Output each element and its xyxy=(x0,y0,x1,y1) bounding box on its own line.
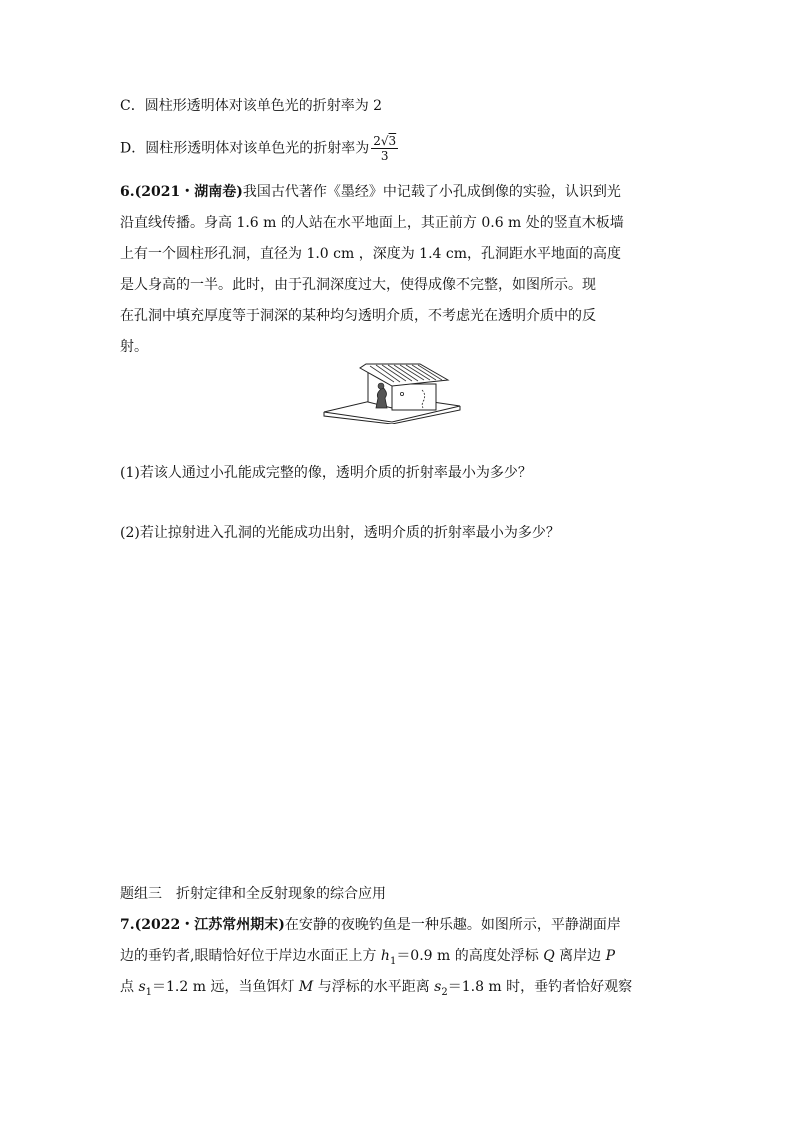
q7-line-1: 7.(2022・江苏常州期末)在安静的夜晚钓鱼是一种乐趣。如图所示，平静湖面岸 xyxy=(120,917,621,933)
q6-line-4: 是人身高的一半。此时，由于孔洞深度过大，使得成像不完整，如图所示。现 xyxy=(120,277,596,293)
q6-line-3: 上有一个圆柱形孔洞，直径为 1.0 cm ，深度为 1.4 cm，孔洞距水平地面的高度 xyxy=(120,246,622,262)
q7-line-3: 点 $s_1=1.2$ m 远，当鱼饵灯 M 与浮标的水平距离 $s_2=1.8$ m 时，垂钓者恰好观察 xyxy=(120,979,633,998)
q7-label: 7.(2022・江苏常州期末) xyxy=(120,917,285,933)
option-c: C．圆柱形透明体对该单色光的折射率为 2 xyxy=(120,98,383,114)
option-d-text: D．圆柱形透明体对该单色光的折射率为 xyxy=(120,140,370,157)
q6-line-1: 6.(2021・湖南卷)我国古代著作《墨经》中记载了小孔成倒像的实验，认识到光 xyxy=(120,184,621,200)
section-3-title: 题组三 折射定律和全反射现象的综合应用 xyxy=(120,886,386,902)
q6-label: 6.(2021・湖南卷) xyxy=(120,184,243,200)
pinhole-house-figure xyxy=(322,362,462,424)
option-d xyxy=(120,134,398,163)
fraction-2-root3-over-3: $\frac{2√3}{3}$ xyxy=(373,134,397,163)
q6-line-6: 射。 xyxy=(120,339,148,355)
q7-line-2: 边的垂钓者,眼睛恰好位于岸边水面正上方 $h_1=0.9$ m 的高度处浮标 Q 离岸边 P xyxy=(120,948,616,967)
q6-sub-question-2: (2)若让掠射进入孔洞的光能成功出射，透明介质的折射率最小为多少？ xyxy=(120,525,560,541)
q6-line-5: 在孔洞中填充厚度等于洞深的某种均匀透明介质，不考虑光在透明介质中的反 xyxy=(120,308,596,324)
q6-line-2: 沿直线传播。身高 1.6 m 的人站在水平地面上，其正前方 0.6 m 处的竖直木板墙 xyxy=(120,215,624,231)
q6-sub-question-1: (1)若该人通过小孔能成完整的像，透明介质的折射率最小为多少？ xyxy=(120,465,532,481)
